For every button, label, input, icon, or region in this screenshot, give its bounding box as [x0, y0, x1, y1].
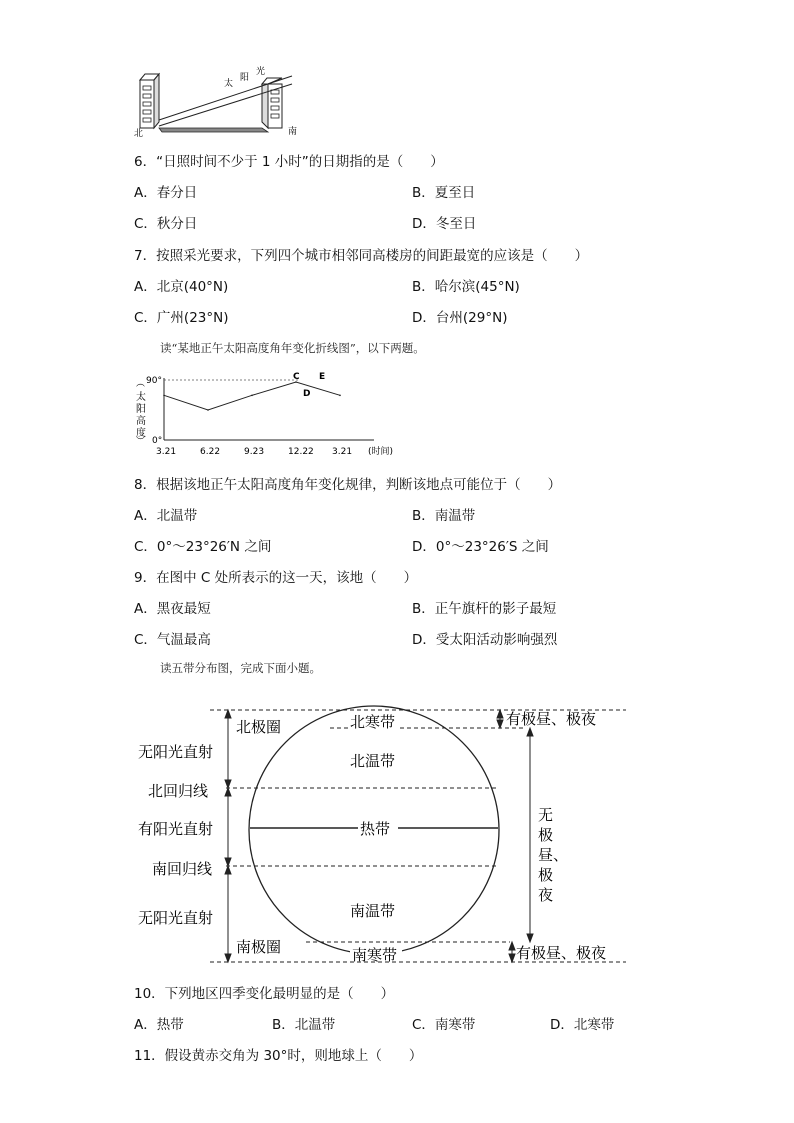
intro-line-chart: 读“某地正午太阳高度角年变化折线图”，以下两题。	[160, 341, 425, 355]
q8-option-d[interactable]: D．0°～23°26′S 之间	[412, 539, 549, 555]
data-point-1	[207, 409, 209, 411]
sun-altitude-line-chart	[130, 364, 420, 460]
polar-day-night-bottom-label: 有极昼、极夜	[516, 944, 607, 962]
q9-stem: 9．在图中 C 处所表示的这一天，该地（ ）	[134, 570, 418, 586]
x-tick-label-0: 3.21	[156, 447, 177, 457]
x-tick-label-1: 6.22	[200, 447, 221, 457]
q10-option-a[interactable]: A．热带	[134, 1017, 184, 1033]
q11-stem: 11．假设黄赤交角为 30°时，则地球上（ ）	[134, 1048, 423, 1064]
q8-stem: 8．根据该地正午太阳高度角年变化规律，判断该地点可能位于（ ）	[134, 477, 562, 493]
north-frigid-label: 北寒带	[350, 713, 396, 731]
q7-option-d[interactable]: D．台州(29°N)	[412, 310, 508, 326]
q10-stem: 10．下列地区四季变化最明显的是（ ）	[134, 986, 395, 1002]
y-axis-label-2: 阳	[136, 404, 146, 415]
no-polar-label-1: 无	[538, 806, 554, 824]
no-polar-label-3: 昼、	[538, 846, 569, 864]
north-label: 北	[134, 129, 144, 138]
sun-label-3: 光	[256, 67, 266, 77]
y-bottom-label: 0°	[152, 436, 163, 446]
q6-option-b[interactable]: B．夏至日	[412, 185, 476, 201]
q9-option-d[interactable]: D．受太阳活动影响强烈	[412, 632, 558, 648]
arctic-circle-label: 北极圈	[236, 718, 282, 736]
no-direct-sun-north-label: 无阳光直射	[138, 743, 214, 761]
left-arrows	[225, 710, 231, 962]
q8-option-a[interactable]: A．北温带	[134, 508, 198, 524]
series-group	[163, 381, 341, 411]
building-spacing-figure	[132, 62, 304, 138]
point-e-label: E	[319, 372, 326, 382]
point-d-label: D	[303, 389, 311, 399]
right-arrows	[497, 710, 533, 962]
q9-option-b[interactable]: B．正午旗杆的影子最短	[412, 601, 557, 617]
x-unit-label: (时间)	[368, 447, 394, 457]
south-label: 南	[288, 127, 298, 137]
north-building	[140, 74, 159, 128]
q9-option-a[interactable]: A．黑夜最短	[134, 601, 211, 617]
no-polar-label-2: 极	[538, 826, 554, 844]
south-frigid-label: 南寒带	[352, 946, 398, 964]
y-axis-label-3: 高	[136, 416, 146, 427]
south-building	[262, 78, 282, 128]
data-point-0	[163, 395, 165, 397]
five-zones-figure	[130, 702, 630, 970]
data-point-4	[339, 395, 341, 397]
q10-option-d[interactable]: D．北寒带	[550, 1017, 615, 1033]
q8-option-b[interactable]: B．南温带	[412, 508, 476, 524]
ground-shadow	[159, 128, 268, 132]
intro-five-zones: 读五带分布图，完成下面小题。	[160, 661, 321, 675]
q6-option-a[interactable]: A．春分日	[134, 185, 198, 201]
polar-day-night-top-label: 有极昼、极夜	[506, 710, 597, 728]
q7-option-b[interactable]: B．哈尔滨(45°N)	[412, 279, 520, 295]
south-temperate-label: 南温带	[350, 902, 396, 920]
x-tick-label-2: 9.23	[244, 447, 265, 457]
x-tick-label-4: 3.21	[332, 447, 353, 457]
q10-option-b[interactable]: B．北温带	[272, 1017, 336, 1033]
y-axis-paren-bottom: ︶	[136, 437, 146, 447]
north-temperate-label: 北温带	[350, 752, 396, 770]
antarctic-circle-label: 南极圈	[236, 938, 282, 956]
q6-option-c[interactable]: C．秋分日	[134, 216, 198, 232]
y-axis-label-4: 度	[136, 428, 146, 439]
sun-label-2: 阳	[240, 73, 250, 83]
tropic-cancer-label: 北回归线	[148, 782, 209, 800]
no-polar-label-5: 夜	[538, 886, 554, 904]
data-point-2	[251, 395, 253, 397]
x-ticks	[156, 447, 352, 457]
q7-stem: 7．按照采光要求，下列四个城市相邻同高楼房的间距最宽的应该是（ ）	[134, 248, 589, 264]
x-tick-label-3: 12.22	[288, 447, 314, 457]
q9-option-c[interactable]: C．气温最高	[134, 632, 211, 648]
no-polar-label-4: 极	[538, 866, 554, 884]
torrid-label: 热带	[360, 820, 391, 838]
q8-option-c[interactable]: C．0°～23°26′N 之间	[134, 539, 272, 555]
y-axis-label-1: 太	[136, 392, 146, 403]
q6-option-d[interactable]: D．冬至日	[412, 216, 477, 232]
y-top-label: 90°	[146, 376, 162, 386]
sun-label-1: 太	[224, 79, 234, 89]
q10-option-c[interactable]: C．南寒带	[412, 1017, 476, 1033]
q7-option-a[interactable]: A．北京(40°N)	[134, 279, 229, 295]
point-c-label: C	[293, 372, 300, 382]
tropic-capricorn-label: 南回归线	[152, 860, 213, 878]
y-axis-paren-top: ︵	[136, 379, 146, 389]
direct-sun-label: 有阳光直射	[138, 820, 214, 838]
no-direct-sun-south-label: 无阳光直射	[138, 909, 214, 927]
q6-stem: 6．“日照时间不少于 1 小时”的日期指的是（ ）	[134, 154, 444, 170]
q7-option-c[interactable]: C．广州(23°N)	[134, 310, 229, 326]
